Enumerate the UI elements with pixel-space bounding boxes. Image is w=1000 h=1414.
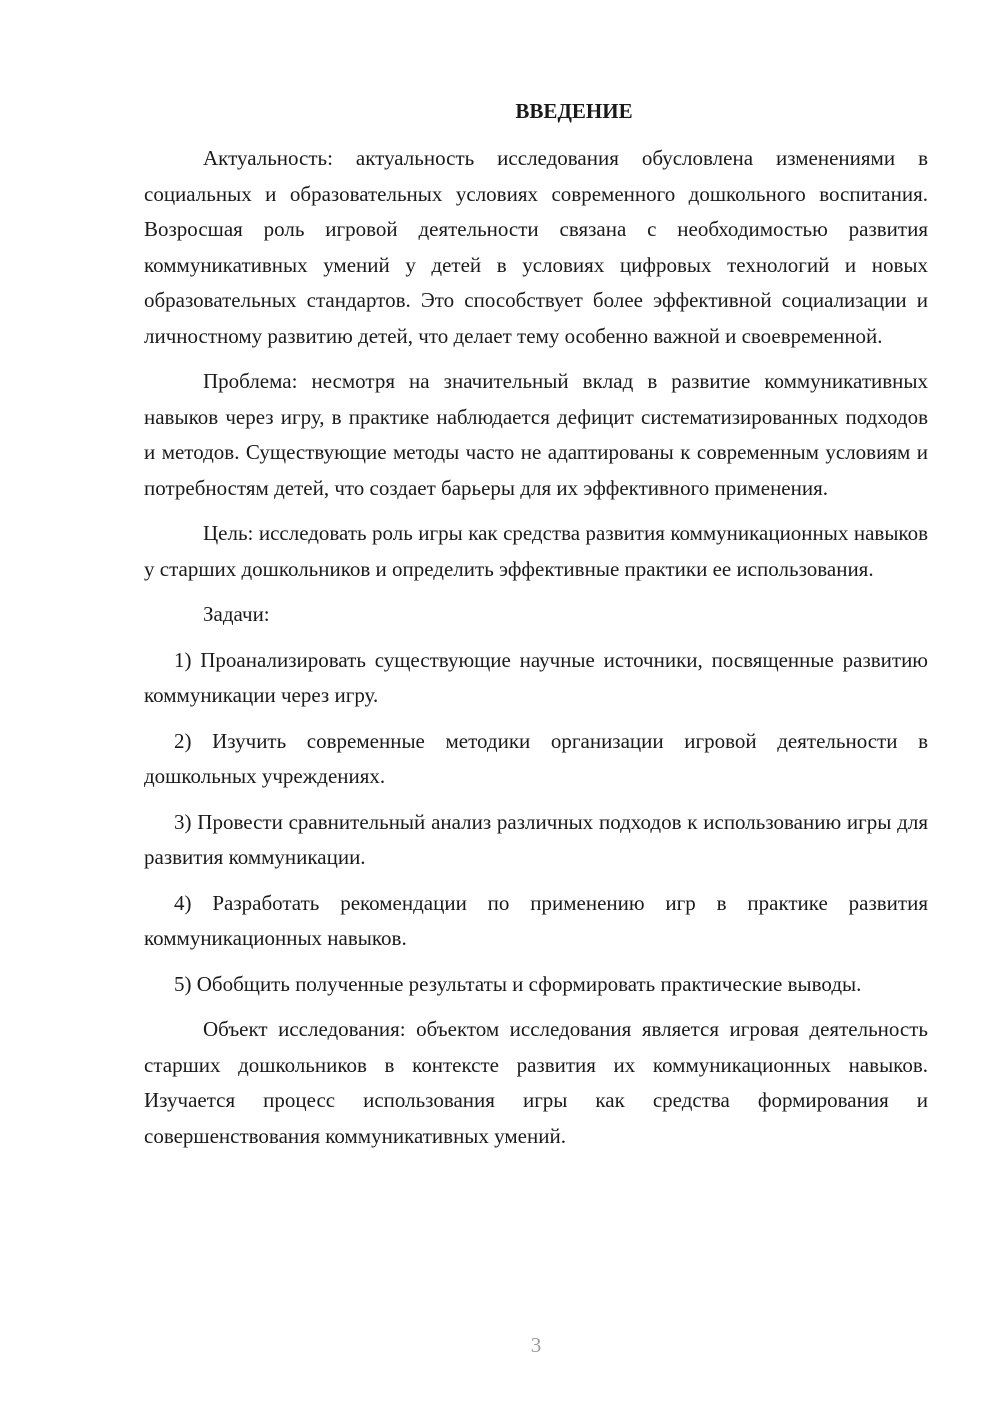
page-body (144, 94, 928, 1164)
task-item-5: 5) Обобщить полученные результаты и сформировать практические выводы. (174, 971, 862, 996)
paragraph-goal: Цель: исследовать роль игры как средства развития коммуникационных навыков у старших дошкольников и определить эффективные практики ее использования. (144, 521, 928, 581)
paragraph-object: Объект исследования: объектом исследования является игровая деятельность старших дошкольников в контексте развития их коммуникационных навыков. Изучается процесс использования игры как средства формирования и совершенствования коммуникативных умений. (144, 1017, 928, 1148)
task-item-3: 3) Провести сравнительный анализ различных подходов к использованию игры для развития коммуникации. (144, 809, 928, 869)
paragraph-relevance: Актуальность: актуальность исследования обусловлена изменениями в социальных и образовательных условиях современного дошкольного воспитания. Возросшая роль игровой деятельности связана с необходимостью развития коммуникативных умений у детей в условиях цифровых технологий и новых образовательных стандартов. Это способствует более эффективной социализации и личностному развитию детей, что делает тему особенно важной и своевременной. (144, 146, 928, 348)
paragraph-problem: Проблема: несмотря на значительный вклад в развитие коммуникативных навыков через игру, в практике наблюдается дефицит систематизированных подходов и методов. Существующие методы часто не адаптированы к современным условиям и потребностям детей, что создает барьеры для их эффективного применения. (144, 369, 928, 500)
page-number: 3 (530, 1333, 542, 1357)
paragraph-tasks-heading: Задачи: (203, 602, 270, 626)
task-item-2: 2) Изучить современные методики организации игровой деятельности в дошкольных учреждениях. (144, 728, 928, 788)
section-title: ВВЕДЕНИЕ (515, 99, 633, 123)
task-item-4: 4) Разработать рекомендации по применению игр в практике развития коммуникационных навыков. (144, 890, 928, 950)
task-item-1: 1) Проанализировать существующие научные источники, посвященные развитию коммуникации через игру. (144, 647, 928, 707)
